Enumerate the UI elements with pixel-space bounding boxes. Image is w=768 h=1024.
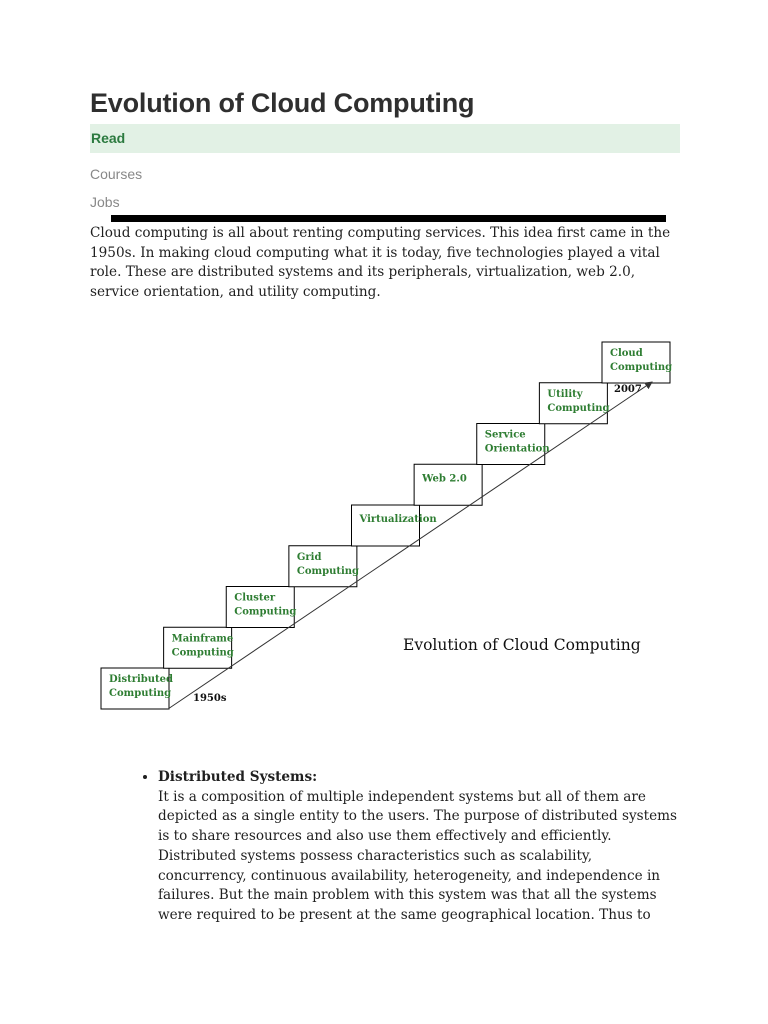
step-label: Computing [234, 606, 297, 618]
evolution-step [352, 505, 438, 546]
end-year-label: 2007 [614, 384, 642, 395]
evolution-step [602, 342, 672, 383]
step-label: Virtualization [359, 514, 437, 525]
evolution-step [226, 587, 296, 628]
figure-caption: Evolution of Cloud Computing [403, 636, 641, 654]
step-label: Grid [296, 551, 322, 563]
evolution-staircase-diagram [96, 334, 676, 714]
step-label: Computing [547, 402, 610, 414]
page-title: Evolution of Cloud Computing [90, 88, 475, 118]
bullet-title: Distributed Systems: [158, 769, 318, 785]
step-box [414, 464, 482, 505]
evolution-step [289, 546, 359, 587]
read-tab-bar [90, 124, 680, 153]
tab-courses[interactable]: Courses [90, 166, 143, 182]
step-label: Distributed [109, 674, 174, 685]
step-label: Orientation [484, 443, 550, 455]
tab-read[interactable]: Read [91, 130, 126, 146]
step-label: Mainframe [171, 633, 234, 645]
step-label: Web 2.0 [422, 473, 467, 485]
evolution-step [414, 464, 482, 505]
step-label: Cluster [234, 592, 276, 604]
step-label: Computing [296, 565, 360, 577]
bullet-list [118, 768, 678, 926]
step-label: Computing [171, 647, 234, 659]
evolution-step [101, 668, 173, 709]
step-label: Service [484, 429, 526, 441]
evolution-figure [96, 334, 676, 714]
start-year-label: 1950s [193, 693, 227, 704]
list-item [158, 768, 678, 926]
evolution-arrow [168, 382, 652, 709]
step-box [352, 505, 420, 546]
step-label: Computing [610, 362, 673, 373]
tab-jobs[interactable]: Jobs [90, 194, 120, 210]
evolution-step [164, 627, 234, 668]
step-label: Utility [547, 388, 583, 400]
step-label: Computing [109, 688, 172, 699]
intro-paragraph: Cloud computing is all about renting computing services. This idea first came in the 1950s. In making cloud computing what it is today, five technologies played a vital role. These are distributed systems and its peripherals, virtualization, web 2.0, service orientation, and utility computing. [90, 225, 671, 301]
divider [111, 215, 666, 222]
bullet-body: It is a composition of multiple independent systems but all of them are depicted as a single entity to the users. The purpose of distributed systems is to share resources and also use them effectively and efficiently. Distributed systems possess characteristics such as scalability, concurrency, continuous availability, heterogeneity, and independence in failures. But the main problem with this system was that all the systems were required to be present at the same geographical location. Thus to [158, 788, 678, 923]
step-label: Cloud [610, 348, 643, 359]
